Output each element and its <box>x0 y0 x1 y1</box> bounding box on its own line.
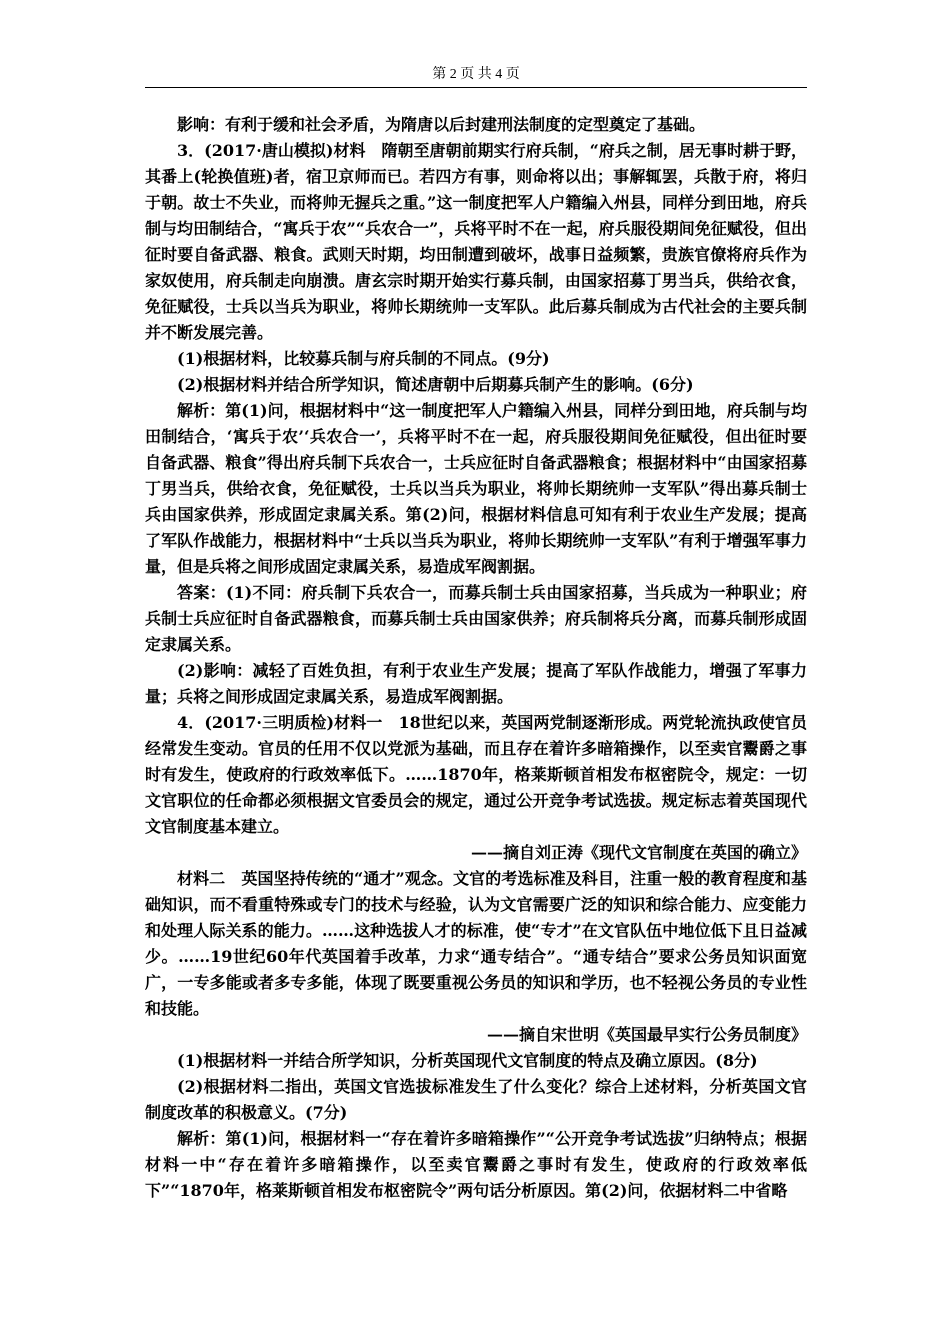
question-3-material: 3．(2017·唐山模拟)材料 隋朝至唐朝前期实行府兵制，“府兵之制，居无事时耕于野，其番上(轮换值班)者，宿卫京师而已。若四方有事，则命将以出；事解辄罢，兵散于府，将归于朝。故士不失业，而将帅无握兵之重。”这一制度把军人户籍编入州县，同样分到田地，府兵制与均田制结合，“寓兵于农”“兵农合一”，兵将平时不在一起，府兵服役期间免征赋役，但出征时要自备武器、粮食。武则天时期，均田制遭到破坏，战事日益频繁，贵族官僚将府兵作为家奴使用，府兵制走向崩溃。唐玄宗时期开始实行募兵制，由国家招募丁男当兵，供给衣食，免征赋役，士兵以当兵为职业，将帅长期统帅一支军队。此后募兵制成为古代社会的主要兵制并不断发展完善。 <box>145 141 807 342</box>
question-4-material-1: 4．(2017·三明质检)材料一 18世纪以来，英国两党制逐渐形成。两党轮流执政使官员经常发生变动。官员的任用不仅以党派为基础，而且存在着许多暗箱操作，以至卖官鬻爵之事时有发生，使政府的行政效率低下。……1870年，格莱斯顿首相发布枢密院令，规定：一切文官职位的任命都必须根据文官委员会的规定，通过公开竞争考试选拔。规定标志着英国现代文官制度基本建立。 <box>145 713 807 836</box>
header-divider <box>145 87 807 88</box>
question-3-answer-2: (2)影响：减轻了百姓负担，有利于农业生产发展；提高了军队作战能力，增强了军事力量；兵将之间形成固定隶属关系，易造成军阀割据。 <box>145 661 807 706</box>
document-body <box>145 112 807 1204</box>
question-3-part-1: (1)根据材料，比较募兵制与府兵制的不同点。(9分) <box>177 349 550 368</box>
question-3-analysis: 解析：第(1)问，根据材料中“这一制度把军人户籍编入州县，同样分到田地，府兵制与均田制结合，‘寓兵于农’‘兵农合一’，兵将平时不在一起，府兵服役期间免征赋役，但出征时要自备武器、粮食”得出府兵制下兵农合一，士兵应征时自备武器粮食；根据材料中“由国家招募丁男当兵，供给衣食，免征赋役，士兵以当兵为职业，将帅长期统帅一支军队”得出募兵制士兵由国家供养，形成固定隶属关系。第(2)问，根据材料信息可知有利于农业生产发展；提高了军队作战能力，根据材料中“士兵以当兵为职业，将帅长期统帅一支军队”有利于增强军事力量，但是兵将之间形成固定隶属关系，易造成军阀割据。 <box>145 401 807 576</box>
material-2-source: ——摘自宋世明《英国最早实行公务员制度》 <box>486 1025 807 1044</box>
question-3-part-2: (2)根据材料并结合所学知识，简述唐朝中后期募兵制产生的影响。(6分) <box>177 375 694 394</box>
paragraph-influence: 影响：有利于缓和社会矛盾，为隋唐以后封建刑法制度的定型奠定了基础。 <box>177 115 706 134</box>
material-1-source: ——摘自刘正涛《现代文官制度在英国的确立》 <box>470 843 807 862</box>
question-4-part-2: (2)根据材料二指出，英国文官选拔标准发生了什么变化？综合上述材料，分析英国文官制度改革的积极意义。(7分) <box>145 1077 807 1122</box>
page-header: 第 2 页 共 4 页 <box>432 67 520 82</box>
question-4-analysis: 解析：第(1)问，根据材料一“存在着许多暗箱操作”“公开竞争考试选拔”归纳特点；根据材料一中“存在着许多暗箱操作，以至卖官鬻爵之事时有发生，使政府的行政效率低下”“1870年，格莱斯顿首相发布枢密院令”两句话分析原因。第(2)问，依据材料二中省略 <box>145 1129 807 1200</box>
question-4-part-1: (1)根据材料一并结合所学知识，分析英国现代文官制度的特点及确立原因。(8分) <box>177 1051 758 1070</box>
question-4-material-2: 材料二 英国坚持传统的“通才”观念。文官的考选标准及科目，注重一般的教育程度和基础知识，而不看重特殊或专门的技术与经验，认为文官需要广泛的知识和综合能力、应变能力和处理人际关系的能力。……这种选拔人才的标准，使“专才”在文官队伍中地位低下且日益减少。……19世纪60年代英国着手改革，力求“通专结合”。“通专结合”要求公务员知识面宽广，一专多能或者多专多能，体现了既要重视公务员的知识和学历，也不轻视公务员的专业性和技能。 <box>145 869 807 1018</box>
question-3-answer-1: 答案：(1)不同：府兵制下兵农合一，而募兵制士兵由国家招募，当兵成为一种职业；府兵制士兵应征时自备武器粮食，而募兵制士兵由国家供养；府兵制将兵分离，而募兵制形成固定隶属关系。 <box>145 583 807 654</box>
